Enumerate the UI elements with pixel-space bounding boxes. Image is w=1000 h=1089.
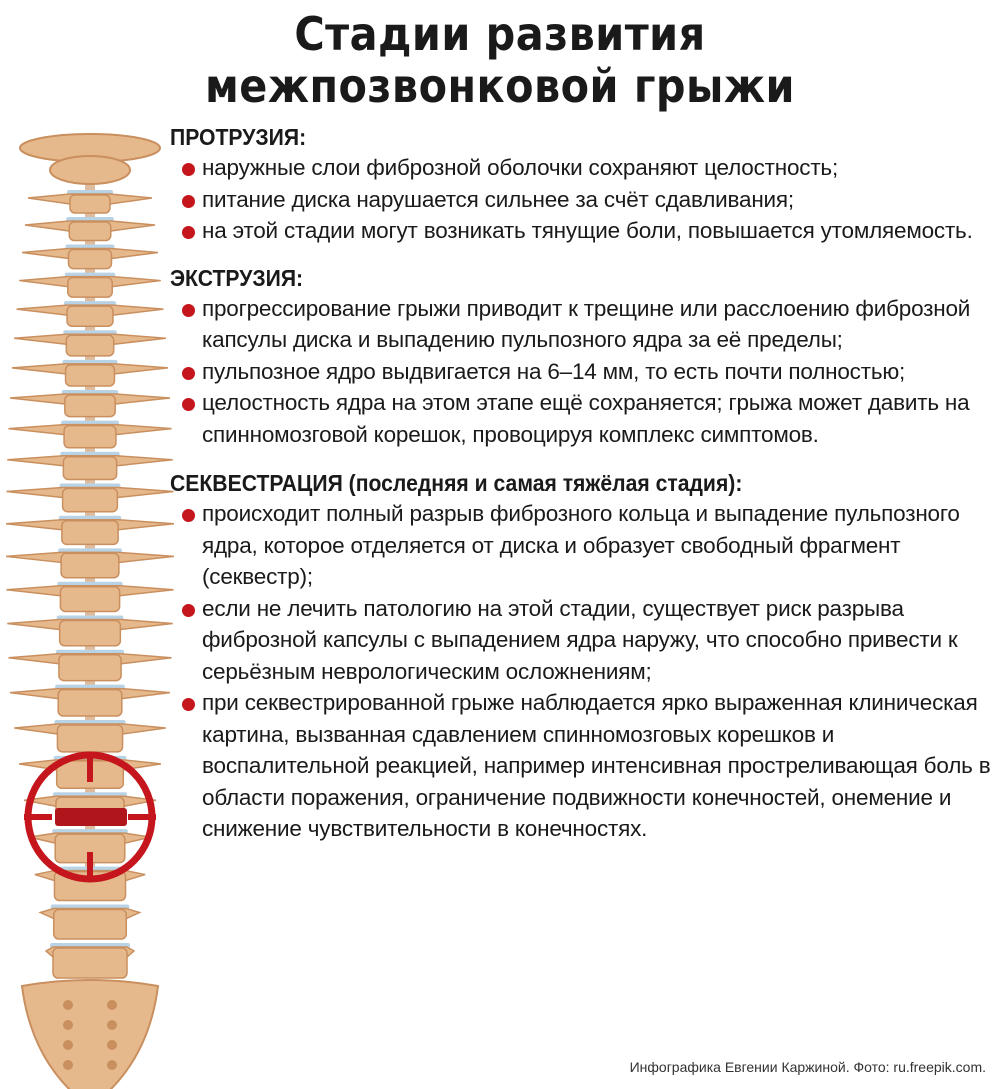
vertebra bbox=[70, 195, 110, 213]
bullet-list bbox=[170, 152, 992, 247]
bullet-icon bbox=[182, 698, 195, 711]
vertebra bbox=[60, 620, 121, 645]
list-item: целостность ядра на этом этапе ещё сохраняется; грыжа может давить на спинномозговой корешок, провоцируя комплекс симптомов. bbox=[170, 387, 992, 450]
vertebra bbox=[69, 250, 112, 269]
bullet-list bbox=[170, 293, 992, 451]
crosshair-target-icon bbox=[24, 752, 156, 882]
title-line-2: межпозвонковой грыжи bbox=[205, 59, 795, 113]
bullet-icon bbox=[182, 509, 195, 522]
page-title bbox=[185, 8, 815, 112]
section-extrusion bbox=[170, 263, 992, 451]
vertebra bbox=[62, 521, 118, 545]
bullet-icon bbox=[182, 226, 195, 239]
vertebra bbox=[68, 278, 112, 298]
sacral-foramen bbox=[107, 1020, 117, 1030]
list-item: если не лечить патологию на этой стадии, существует риск разрыва фиброзной капсулы с выпадением ядра наружу, что способно привести к серьёзным неврологическим осложнениям; bbox=[170, 593, 992, 688]
sacral-foramen bbox=[107, 1060, 117, 1070]
sacral-foramen bbox=[63, 1060, 73, 1070]
vertebra bbox=[63, 457, 116, 480]
title-line-1: Стадии развития bbox=[294, 7, 706, 61]
sacral-foramen bbox=[107, 1000, 117, 1010]
vertebra bbox=[66, 335, 113, 356]
list-item: происходит полный разрыв фиброзного кольца и выпадение пульпозного ядра, которое отделяется от диска и образует свободный фрагмент (секвестр); bbox=[170, 498, 992, 593]
bullet-icon bbox=[182, 367, 195, 380]
vertebra bbox=[61, 553, 119, 577]
sacral-foramen bbox=[63, 1040, 73, 1050]
bullet-icon bbox=[182, 398, 195, 411]
herniated-disc bbox=[55, 808, 127, 826]
section-note: (последняя и самая тяжёлая стадия): bbox=[348, 470, 743, 496]
list-item: пульпозное ядро выдвигается на 6–14 мм, то есть почти полностью; bbox=[170, 356, 992, 388]
vertebrae-group bbox=[6, 134, 174, 1089]
vertebra bbox=[54, 910, 127, 939]
sacral-foramen bbox=[107, 1040, 117, 1050]
vertebra bbox=[57, 725, 122, 752]
vertebra bbox=[59, 655, 121, 681]
bullet-icon bbox=[182, 604, 195, 617]
section-heading: ПРОТРУЗИЯ: bbox=[170, 124, 307, 150]
list-item: на этой стадии могут возникать тянущие боли, повышается утомляемость. bbox=[170, 215, 992, 247]
axis-vertebra bbox=[50, 156, 130, 184]
sacrum bbox=[22, 980, 158, 1089]
sacral-foramen bbox=[63, 1020, 73, 1030]
vertebra bbox=[66, 365, 115, 386]
bullet-list bbox=[170, 498, 992, 845]
bullet-icon bbox=[182, 195, 195, 208]
bullet-icon bbox=[182, 163, 195, 176]
sacral-foramen bbox=[63, 1000, 73, 1010]
section-heading: СЕКВЕСТРАЦИЯ bbox=[170, 470, 343, 496]
stages-content bbox=[170, 122, 992, 845]
list-item: прогрессирование грыжи приводит к трещине или расслоению фиброзной капсулы диска и выпадению пульпозного ядра за её пределы; bbox=[170, 293, 992, 356]
image-credit: Инфографика Евгении Каржиной. Фото: ru.freepik.com. bbox=[629, 1059, 986, 1075]
vertebra bbox=[63, 488, 118, 511]
list-item: питание диска нарушается сильнее за счёт сдавливания; bbox=[170, 184, 992, 216]
list-item: при секвестрированной грыже наблюдается ярко выраженная клиническая картина, вызванная сдавлением спинномозговых корешков и воспалительной реакцией, например интенсивная простреливающая боль в области поражения, ограничение подвижности конечностей, онемение и снижение чувствительности в конечностях. bbox=[170, 687, 992, 845]
vertebra bbox=[64, 426, 116, 448]
vertebra bbox=[60, 587, 119, 612]
section-heading: ЭКСТРУЗИЯ: bbox=[170, 264, 304, 291]
vertebra bbox=[69, 222, 110, 241]
section-protrusion bbox=[170, 122, 992, 247]
bullet-icon bbox=[182, 304, 195, 317]
section-sequestration bbox=[170, 468, 992, 845]
vertebra bbox=[65, 395, 115, 417]
list-item: наружные слои фиброзной оболочки сохраняют целостность; bbox=[170, 152, 992, 184]
vertebra bbox=[58, 690, 122, 716]
vertebra bbox=[53, 948, 127, 978]
vertebra bbox=[67, 306, 113, 326]
spine-illustration bbox=[0, 120, 180, 1089]
